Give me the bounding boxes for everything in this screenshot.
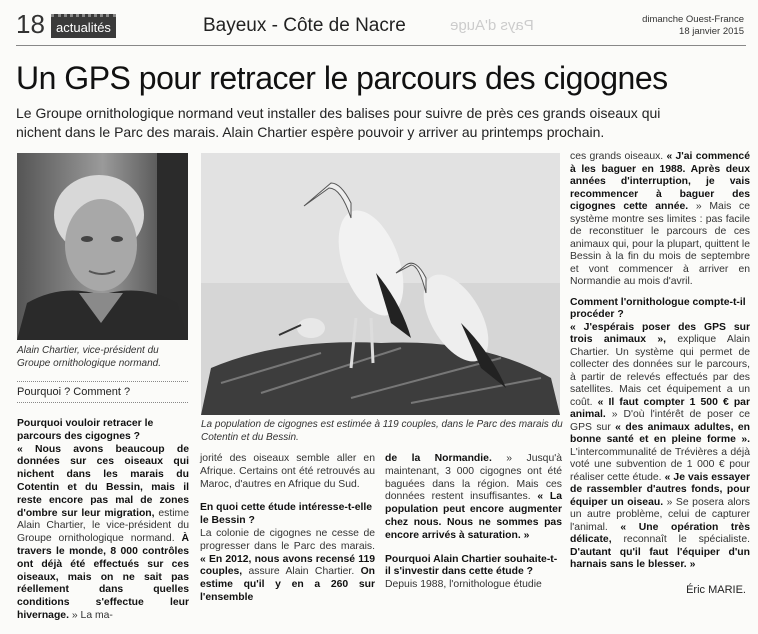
paragraph (200, 453, 375, 491)
body-text: reconnaît le spécialiste. (623, 534, 750, 545)
byline: Éric MARIE. (686, 584, 746, 596)
paragraph (385, 453, 562, 543)
portrait-photo (17, 153, 188, 340)
quote-text: On estime qu'il y en a 260 sur l'ensemble (200, 566, 375, 603)
subheading: Comment l'ornithologue compte-t-il procéder ? (570, 296, 746, 320)
quote-text: « Il faut compter 1 500 € par animal. (570, 396, 750, 420)
photo-caption: La population de cigognes est estimée à 119 couples, dans le Parc des marais du Cotentin et du Bessin. (201, 419, 563, 443)
article-column-4 (570, 151, 750, 580)
paragraph (570, 151, 750, 289)
quote-text: « Une opération très délicate, (570, 521, 750, 545)
quote-text: D'autant qu'il faut l'équiper d'un harnais sans le blesser. » (570, 546, 750, 570)
quote-text: À travers le monde, 8 000 contrôles ont déjà été effectués sur ces oiseaux, mais on ne sait pas réellement dans quelles conditions s'effectue leur hivernage. (17, 533, 189, 621)
body-text: assure Alain Chartier. (248, 566, 361, 578)
section-title: Bayeux - Côte de Nacre (203, 15, 406, 36)
quote-text: « La population peut encore augmenter chez nous. Nous ne sommes pas encore arrivés à saturation. » (385, 491, 562, 541)
headline: Un GPS pour retracer le parcours des cigognes (16, 60, 668, 96)
subheading: En quoi cette étude intéresse-t-elle le Bessin ? (200, 502, 373, 527)
header-divider (16, 45, 746, 46)
quote-text: « J'ai commencé à les baguer en 1988. Après deux années d'interruption, je vais recommencer à baguer des cigognes cette année. (570, 151, 750, 212)
article-column-3 (385, 453, 562, 603)
paragraph (570, 322, 750, 572)
body-text: L'intercommunalité de Trévières a déjà voté une subvention de 1 000 € pour réaliser cette étude. (570, 446, 750, 483)
body-text: » D'où l'intérêt de poser ce GPS sur (570, 409, 750, 433)
body-text: estime Alain Chartier, le vice-président du Groupe ornithologique normand. (17, 507, 189, 545)
rubric-label: actualités (51, 14, 116, 38)
body-text: » Se posera alors un autre problème, celui de capturer l'animal. (570, 496, 750, 533)
quote-text: de la Normandie. (385, 453, 507, 464)
body-text: » Mais ce système montre ses limites : pas facile de reconstituer le parcours de ces animaux qui, pour la plupart, quittent le Bessin à la fin du mois de septembre et vont commencer à arriver en Normandie au mois d'avril. (570, 201, 751, 287)
quote-text: « Je vais essayer de rassembler d'autres fonds, pour équiper un oiseau. (570, 471, 750, 508)
subheading: Pourquoi Alain Chartier souhaite-t-il s'investir dans cette étude ? (385, 553, 558, 578)
body-text: explique Alain Chartier. Un système qui permet de collecter des données sur le parcours, à partir de relevés effectués par des satellites. Mais cet équipement a un coût. (570, 334, 750, 408)
body-text: ces grands oiseaux. (570, 151, 667, 162)
page-number: 18 (16, 9, 45, 39)
show-through-text: Pays d'Auge (450, 17, 534, 34)
article-deck: Le Groupe ornithologique normand veut installer des balises pour suivre de près ces grands oiseaux qui nichent dans le Parc des marais. Alain Chartier espère pouvoir y arriver au printemps prochain. (16, 105, 661, 140)
subheading: Pourquoi vouloir retracer le parcours des cigognes ? (17, 418, 154, 442)
edition-info (642, 14, 744, 38)
body-text: La colonie de cigognes ne cesse de progresser dans le Parc des marais. (200, 527, 375, 552)
portrait-caption: Alain Chartier, vice-président du Groupe ornithologique normand. (17, 345, 161, 369)
body-text: » La ma- (71, 609, 113, 621)
body-text: Depuis 1988, l'ornithologue étudie (385, 579, 542, 591)
quote-text: « J'espérais poser des GPS sur trois animaux », (570, 321, 750, 345)
body-text: » Jusqu'à maintenant, 3 000 cigognes ont été baguées dans la région. Mais ces données restent insuffisantes. (385, 453, 562, 503)
paragraph (385, 579, 562, 592)
storks-photo (201, 153, 560, 415)
quote-text: « des animaux adultes, en bonne santé et en pleine forme ». (570, 421, 750, 445)
quote-text: « Nous avons beaucoup de données sur ces oiseaux qui nichent dans les marais du Cotentin et du Bessin, mais il reste encore pas mal de zones d'ombre sur leur migration, (17, 443, 189, 519)
quote-text: « En 2012, nous avons recensé 119 couples, (200, 553, 375, 578)
article-column-1 (17, 418, 189, 634)
qa-section-label: Pourquoi ? Comment ? (17, 381, 188, 403)
newspaper-name: dimanche Ouest-France (642, 14, 744, 25)
body-text: jorité des oiseaux semble aller en Afrique. Certains ont été retrouvés au Maroc, d'autres en Afrique du Sud. (200, 453, 375, 490)
paragraph (200, 528, 375, 605)
paragraph (17, 444, 189, 623)
edition-date: 18 janvier 2015 (679, 26, 744, 37)
article-column-2 (200, 453, 375, 616)
